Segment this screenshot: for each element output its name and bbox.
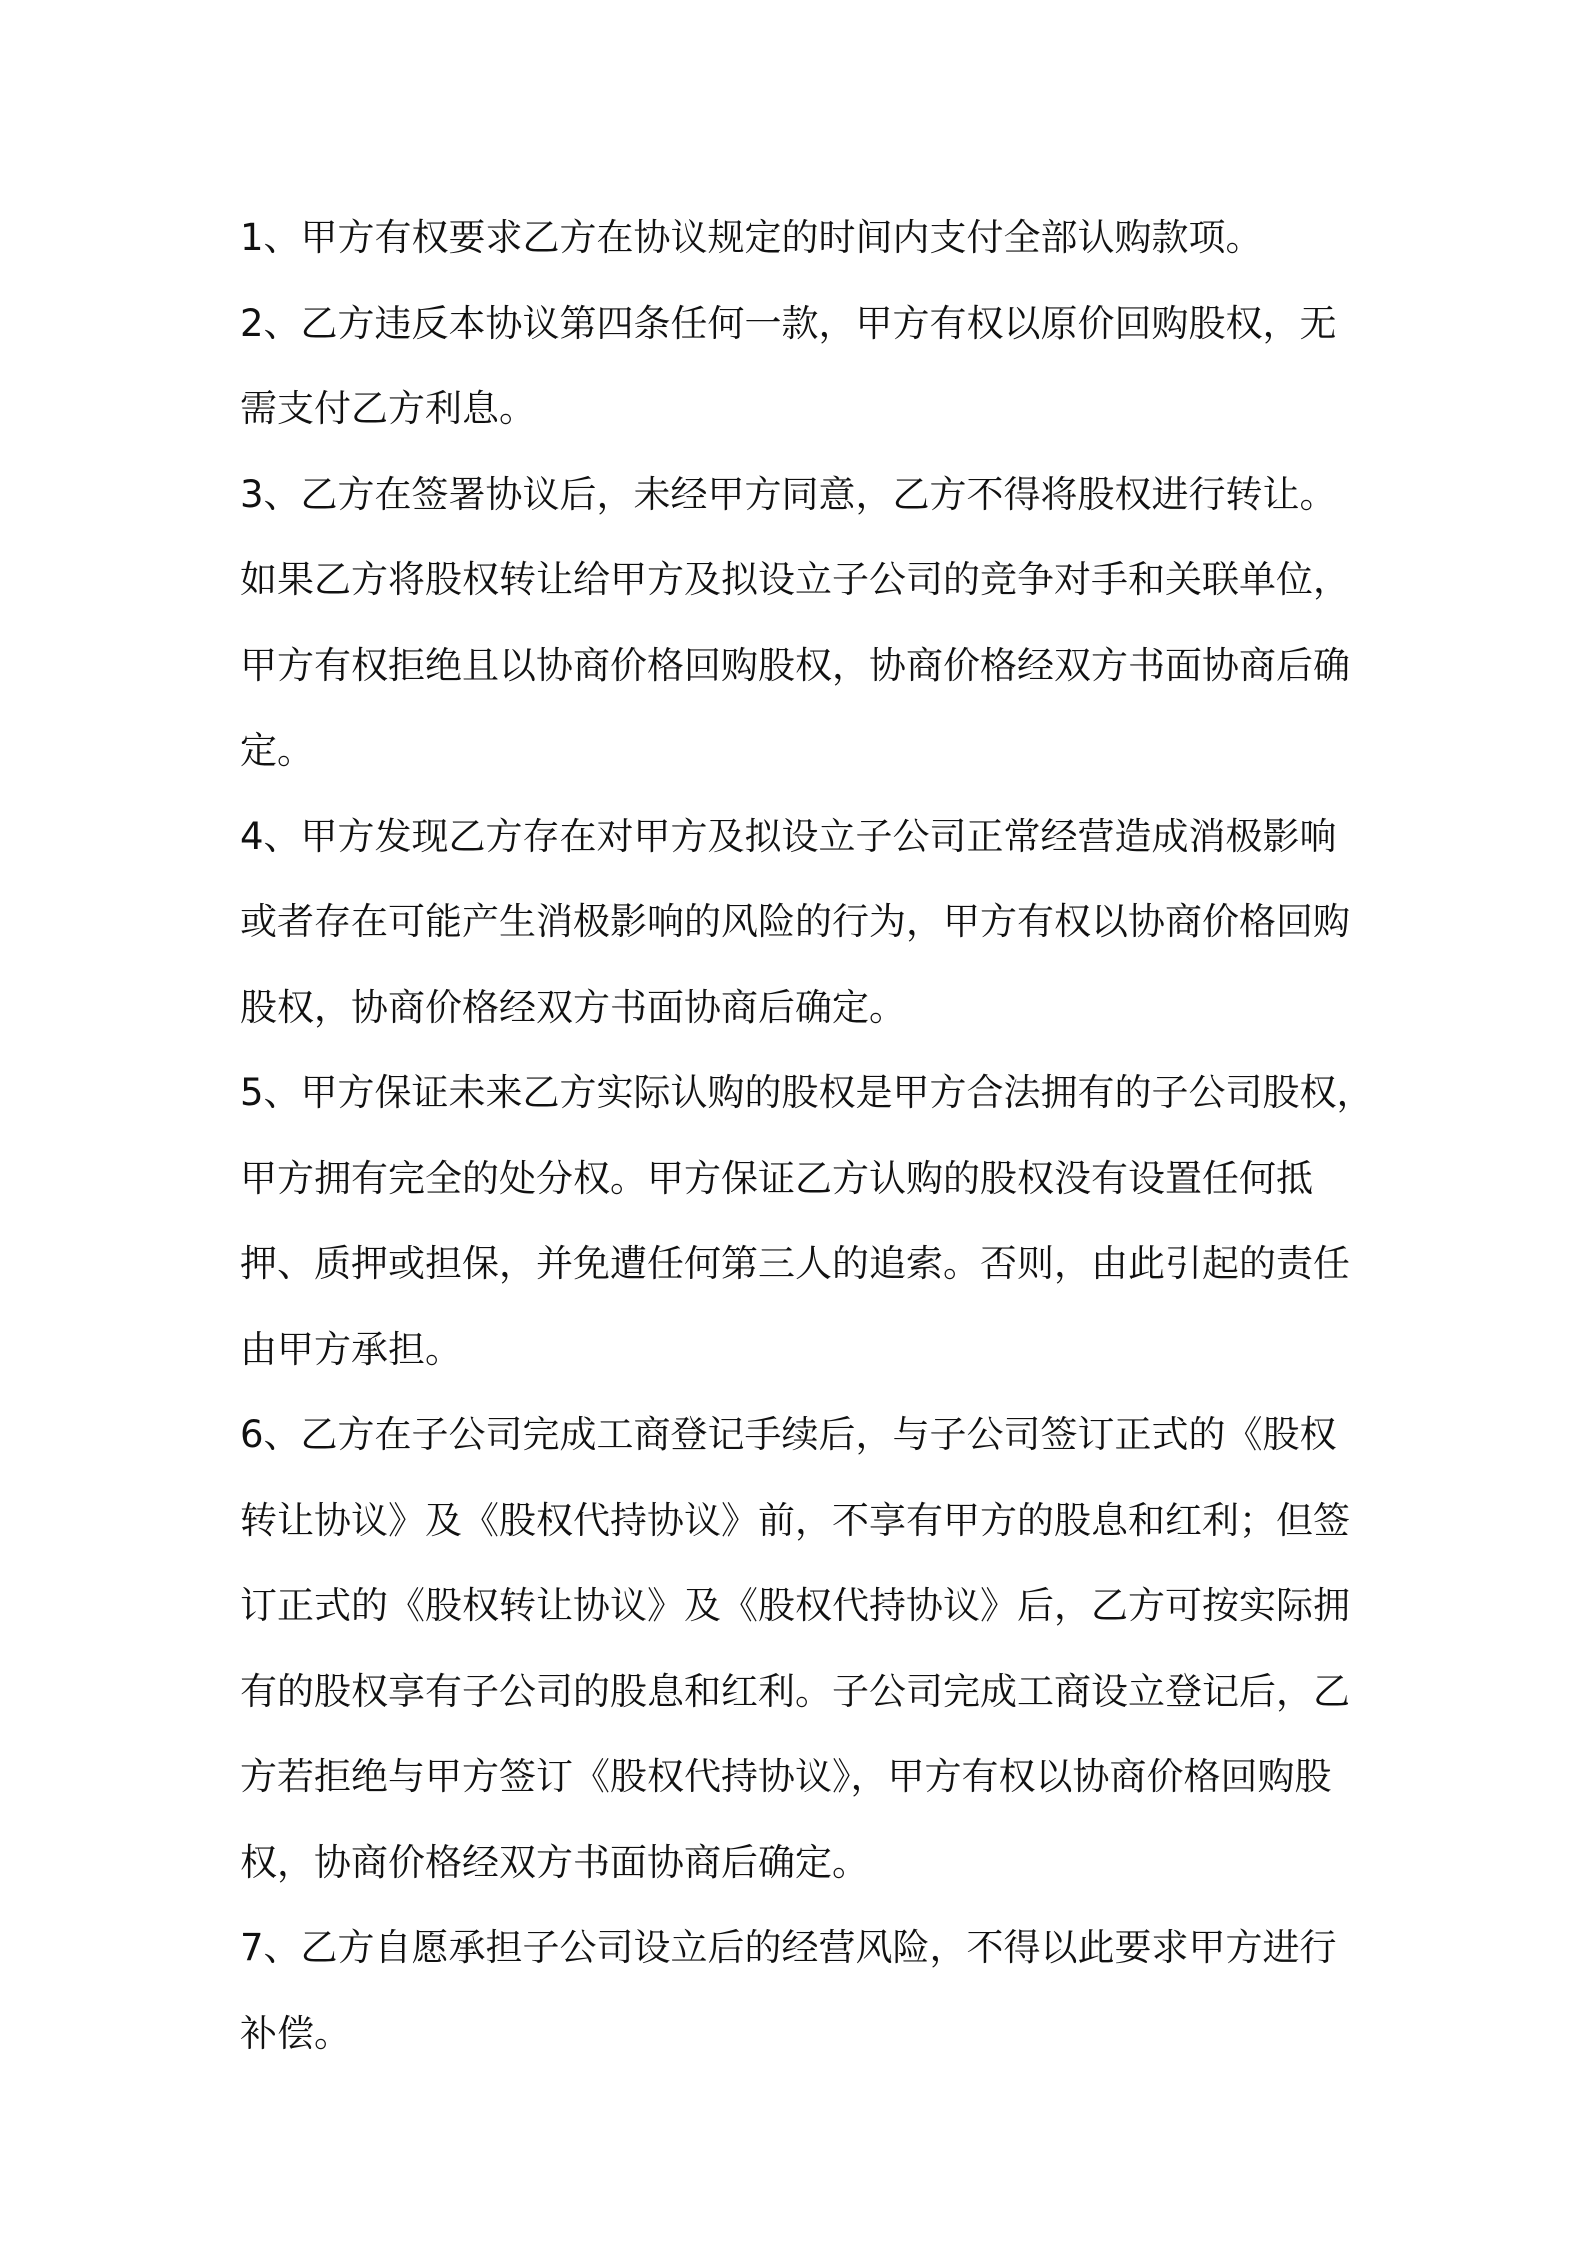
clause-5-line-2: 甲方拥有完全的处分权。甲方保证乙方认购的股权没有设置任何抵 (240, 1156, 1313, 1200)
clause-3-line-4: 定。 (240, 729, 314, 772)
clause-6-line-3: 订正式的《股权转让协议》及《股权代持协议》后，乙方可按实际拥 (240, 1584, 1350, 1627)
clause-5-line-3: 押、质押或担保，并免遭任何第三人的追索。否则，由此引起的责任 (240, 1242, 1350, 1285)
clause-6-line-2: 转让协议》及《股权代持协议》前，不享有甲方的股息和红利；但签 (240, 1498, 1350, 1542)
clause-6-line-4: 有的股权享有子公司的股息和红利。子公司完成工商设立登记后，乙 (240, 1669, 1350, 1713)
clause-4-line-1: 4、甲方发现乙方存在对甲方及拟设立子公司正常经营造成消极影响 (240, 814, 1337, 858)
clause-3-line-3: 甲方有权拒绝且以协商价格回购股权，协商价格经双方书面协商后确 (240, 643, 1350, 687)
clause-2-line-1: 2、乙方违反本协议第四条任何一款，甲方有权以原价回购股权，无 (240, 301, 1337, 345)
clause-7-line-1: 7、乙方自愿承担子公司设立后的经营风险，不得以此要求甲方进行 (240, 1926, 1337, 1969)
document-body (240, 195, 1374, 2076)
clause-4-line-3: 股权，协商价格经双方书面协商后确定。 (240, 985, 906, 1029)
clause-6-line-5: 方若拒绝与甲方签订《股权代持协议》，甲方有权以协商价格回购股 (240, 1755, 1332, 1798)
clause-3-line-2: 如果乙方将股权转让给甲方及拟设立子公司的竞争对手和关联单位， (240, 558, 1350, 601)
clause-2-line-2: 需支付乙方利息。 (240, 387, 536, 430)
clause-6-line-1: 6、乙方在子公司完成工商登记手续后，与子公司签订正式的《股权 (240, 1413, 1337, 1456)
clause-4-line-2: 或者存在可能产生消极影响的风险的行为，甲方有权以协商价格回购 (240, 900, 1350, 943)
clause-5-line-1: 5、甲方保证未来乙方实际认购的股权是甲方合法拥有的子公司股权， (240, 1071, 1374, 1114)
clause-6-line-6: 权，协商价格经双方书面协商后确定。 (240, 1840, 869, 1884)
clause-5-line-4: 由甲方承担。 (240, 1327, 462, 1371)
clause-7-line-2: 补偿。 (240, 2011, 351, 2055)
clause-3-line-1: 3、乙方在签署协议后，未经甲方同意，乙方不得将股权进行转让。 (240, 472, 1337, 516)
clause-1-line-1: 1、甲方有权要求乙方在协议规定的时间内支付全部认购款项。 (240, 216, 1263, 259)
